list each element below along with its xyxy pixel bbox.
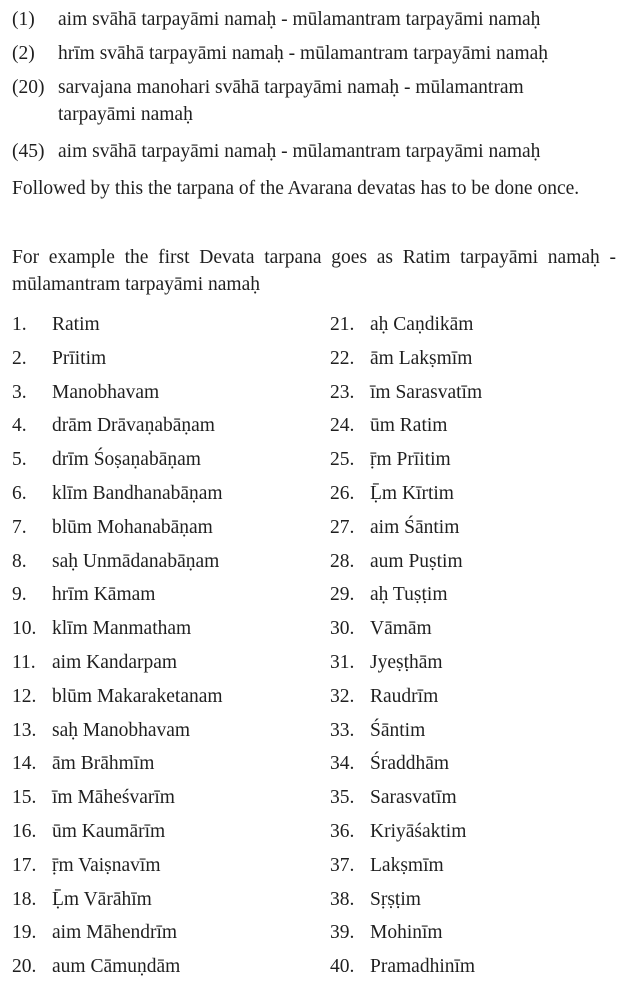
list-item xyxy=(330,781,620,815)
list-item-text: saḥ Unmādanabāṇam xyxy=(52,550,220,572)
list-item-text: saḥ Manobhavam xyxy=(52,719,191,741)
list-item-text: blūm Mohanabāṇam xyxy=(52,516,213,538)
list-item-number: 25. xyxy=(330,449,355,471)
list-item xyxy=(330,511,620,545)
list-item-text: Vāmām xyxy=(370,618,432,640)
list-item-text: Jyeṣṭhām xyxy=(370,651,443,673)
list-item xyxy=(330,883,620,917)
devata-list-right xyxy=(330,308,620,984)
list-item xyxy=(330,747,620,781)
line-number: (20) xyxy=(12,77,45,98)
line-text: aim svāhā tarpayāmi namaḥ - mūlamantram tarpayāmi namaḥ xyxy=(58,141,541,162)
numbered-line xyxy=(12,40,622,67)
list-item-number: 39. xyxy=(330,922,355,944)
paragraph-example: For example the first Devata tarpana goes as Ratim tarpayāmi namaḥ - mūlamantram tarpayāmi namaḥ xyxy=(12,247,616,295)
list-item-number: 35. xyxy=(330,787,355,809)
list-item-number: 11. xyxy=(12,651,36,673)
list-item xyxy=(330,443,620,477)
list-item-text: klīm Manmatham xyxy=(52,618,192,640)
list-item-text: Prīitim xyxy=(52,347,107,369)
list-item xyxy=(330,409,620,443)
list-item-number: 14. xyxy=(12,753,37,775)
list-item-number: 24. xyxy=(330,415,355,437)
list-item-text: Lakṣmīm xyxy=(370,854,444,876)
list-item xyxy=(330,545,620,579)
list-item-number: 6. xyxy=(12,482,27,504)
numbered-line xyxy=(12,74,622,101)
list-item-text: Śāntim xyxy=(370,719,426,741)
list-item xyxy=(330,646,620,680)
list-item-text: Ratim xyxy=(52,314,100,335)
list-item-number: 36. xyxy=(330,820,355,842)
numbered-line xyxy=(12,138,622,165)
list-item-text: īm Sarasvatīm xyxy=(370,381,483,403)
line-number: (45) xyxy=(12,141,45,162)
list-item xyxy=(12,950,312,984)
list-item-text: drīm Śoṣaṇabāṇam xyxy=(52,449,201,471)
list-item-number: 1. xyxy=(12,314,27,335)
list-item-text: aḥ Tuṣṭim xyxy=(370,584,448,606)
list-item-text: Pramadhinīm xyxy=(370,956,476,978)
list-item-text: Mohinīm xyxy=(370,922,443,944)
list-item-number: 34. xyxy=(330,753,355,775)
list-item xyxy=(12,781,312,815)
list-item xyxy=(12,849,312,883)
line-number: (1) xyxy=(12,9,35,30)
list-item-number: 17. xyxy=(12,854,37,876)
list-item xyxy=(330,680,620,714)
list-item xyxy=(12,376,312,410)
list-item-text: aim Māhendrīm xyxy=(52,922,178,944)
list-item xyxy=(330,815,620,849)
list-item-text: Ḹm Kīrtim xyxy=(370,482,454,504)
list-item-number: 26. xyxy=(330,482,355,504)
list-item xyxy=(12,578,312,612)
list-item xyxy=(12,646,312,680)
list-item xyxy=(12,747,312,781)
list-item-text: ṝm Vaiṣnavīm xyxy=(52,854,161,876)
list-item-number: 3. xyxy=(12,381,27,403)
list-item-text: Śraddhām xyxy=(370,753,450,775)
list-item-text: Sṛṣṭim xyxy=(370,888,421,910)
list-item-text: Manobhavam xyxy=(52,381,160,403)
list-item-text: ūm Kaumārīm xyxy=(52,820,166,842)
list-item-number: 30. xyxy=(330,618,355,640)
list-item xyxy=(330,477,620,511)
list-item-number: 32. xyxy=(330,685,355,707)
list-item-text: aim Kandarpam xyxy=(52,651,178,673)
list-item xyxy=(330,916,620,950)
list-item xyxy=(12,308,312,342)
list-item xyxy=(330,376,620,410)
paragraph-followed-by: Followed by this the tarpana of the Avarana devatas has to be done once. xyxy=(12,178,580,199)
list-item-text: blūm Makaraketanam xyxy=(52,685,223,707)
list-item xyxy=(330,308,620,342)
list-item-number: 38. xyxy=(330,888,355,910)
list-item-number: 21. xyxy=(330,314,355,335)
devata-list-left xyxy=(12,308,312,984)
line-text: aim svāhā tarpayāmi namaḥ - mūlamantram tarpayāmi namaḥ xyxy=(58,9,541,30)
list-item xyxy=(330,849,620,883)
list-item-number: 15. xyxy=(12,787,37,809)
list-item-number: 37. xyxy=(330,854,355,876)
list-item-number: 40. xyxy=(330,956,355,978)
list-item xyxy=(330,342,620,376)
list-item-text: aim Śāntim xyxy=(370,516,460,538)
list-item-text: aum Puṣtim xyxy=(370,550,463,572)
list-item xyxy=(12,511,312,545)
list-item-number: 27. xyxy=(330,516,355,538)
list-item xyxy=(12,612,312,646)
list-item-text: Kriyāśaktim xyxy=(370,820,467,842)
list-item xyxy=(12,916,312,950)
list-item-text: Ḹm Vārāhīm xyxy=(52,888,152,910)
list-item-text: aum Cāmuṇdām xyxy=(52,956,181,978)
list-item xyxy=(12,342,312,376)
list-item-text: ām Lakṣmīm xyxy=(370,347,473,369)
list-item-number: 7. xyxy=(12,516,27,538)
list-item-number: 13. xyxy=(12,719,37,741)
list-item-text: ūm Ratim xyxy=(370,415,448,437)
list-item-number: 19. xyxy=(12,922,37,944)
list-item xyxy=(12,714,312,748)
list-item xyxy=(330,714,620,748)
list-item-number: 12. xyxy=(12,685,37,707)
line-text: hrīm svāhā tarpayāmi namaḥ - mūlamantram tarpayāmi namaḥ xyxy=(58,43,549,64)
list-item xyxy=(12,545,312,579)
list-item-text: ām Brāhmīm xyxy=(52,753,155,775)
list-item-number: 29. xyxy=(330,584,355,606)
list-item-number: 16. xyxy=(12,820,37,842)
list-item-number: 22. xyxy=(330,347,355,369)
list-item-text: klīm Bandhanabāṇam xyxy=(52,482,223,504)
list-item xyxy=(330,578,620,612)
list-item-text: ṝm Prīitim xyxy=(370,449,451,471)
line-text: sarvajana manohari svāhā tarpayāmi namaḥ - mūlamantram xyxy=(58,77,524,98)
list-item xyxy=(330,950,620,984)
list-item xyxy=(12,815,312,849)
list-item-text: īm Māheśvarīm xyxy=(52,787,175,809)
numbered-line xyxy=(12,6,622,33)
list-item-number: 31. xyxy=(330,651,355,673)
list-item xyxy=(12,477,312,511)
list-item-number: 18. xyxy=(12,888,37,910)
list-item-number: 8. xyxy=(12,550,27,572)
list-item-text: aḥ Caṇdikām xyxy=(370,314,474,335)
list-item xyxy=(12,443,312,477)
list-item-text: drām Drāvaṇabāṇam xyxy=(52,415,215,437)
list-item-number: 2. xyxy=(12,347,27,369)
list-item-number: 33. xyxy=(330,719,355,741)
list-item-number: 20. xyxy=(12,956,37,978)
list-item-number: 9. xyxy=(12,584,27,606)
list-item-number: 10. xyxy=(12,618,37,640)
list-item-number: 4. xyxy=(12,415,27,437)
list-item-text: Raudrīm xyxy=(370,685,439,707)
line-continuation: tarpayāmi namaḥ xyxy=(58,104,193,125)
list-item-number: 23. xyxy=(330,381,355,403)
list-item xyxy=(330,612,620,646)
line-number: (2) xyxy=(12,43,35,64)
list-item-number: 28. xyxy=(330,550,355,572)
list-item xyxy=(12,883,312,917)
list-item xyxy=(12,409,312,443)
list-item-text: hrīm Kāmam xyxy=(52,584,156,606)
list-item-number: 5. xyxy=(12,449,27,471)
list-item-text: Sarasvatīm xyxy=(370,787,457,809)
list-item xyxy=(12,680,312,714)
